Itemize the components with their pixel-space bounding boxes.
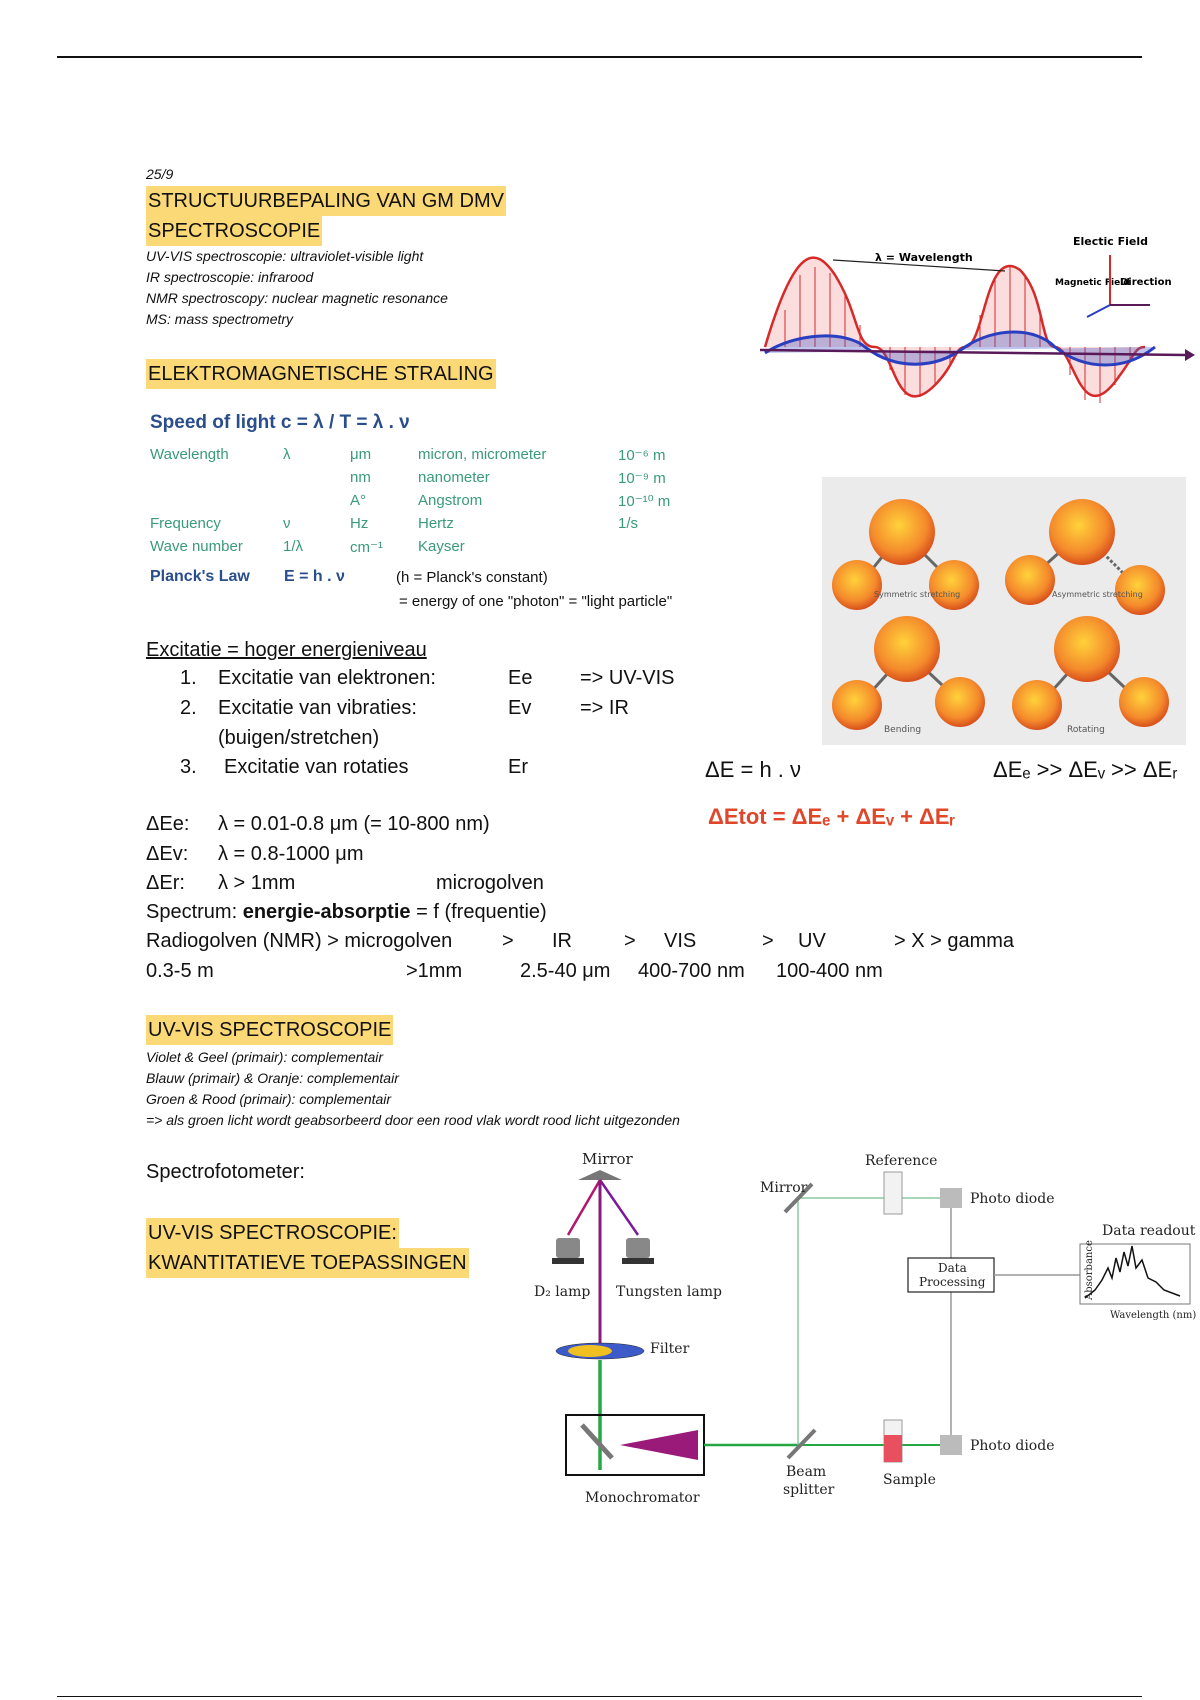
table-row: Frequency ν Hz Hertz 1/s bbox=[150, 515, 639, 532]
list-item: => als groen licht wordt geabsorbeerd door een rood vlak wordt rood licht uitgezonden bbox=[146, 1112, 680, 1128]
section-em-heading: ELEKTROMAGNETISCHE STRALING bbox=[146, 359, 496, 389]
beam-splitter-label-1: Beam bbox=[786, 1464, 827, 1480]
top-rule bbox=[57, 56, 1142, 58]
title-line-1: STRUCTUURBEPALING VAN GM DMV bbox=[146, 186, 506, 216]
bending-label: Bending bbox=[884, 725, 922, 735]
spectrum-line: Spectrum: energie-absorptie = f (frequentie) bbox=[146, 901, 547, 923]
tungsten-lamp-label: Tungsten lamp bbox=[616, 1284, 722, 1300]
list-item: 2. Excitatie van vibraties: Ev => IR bbox=[180, 697, 629, 719]
date-label: 25/9 bbox=[146, 166, 174, 182]
magnetic-field-label: Magnetic Field bbox=[1055, 278, 1130, 288]
mirror-top-label: Mirror bbox=[582, 1150, 633, 1168]
list-item: 3. Excitatie van rotaties Er bbox=[180, 756, 528, 778]
section-uvvis-heading: UV-VIS SPECTROSCOPIE bbox=[146, 1015, 393, 1045]
page-title bbox=[146, 186, 506, 246]
planck-note-2: = energy of one "photon" = "light particle" bbox=[399, 593, 673, 610]
excitatie-heading: Excitatie = hoger energieniveau bbox=[146, 639, 427, 661]
title-line-2: SPECTROSCOPIE bbox=[146, 216, 322, 246]
photo-diode-2-label: Photo diode bbox=[970, 1438, 1055, 1454]
list-item: ΔEv: λ = 0.8-1000 μm bbox=[146, 843, 364, 865]
section-kwant-heading: UV-VIS SPECTROSCOPIE: KWANTITATIEVE TOEPASSINGEN bbox=[146, 1218, 469, 1278]
electric-field-label: Electic Field bbox=[1073, 235, 1149, 248]
table-row: Wavelength λ μm micron, micrometer 10⁻⁶ m bbox=[150, 446, 666, 464]
photo-diode-1-icon bbox=[940, 1188, 962, 1208]
d2-lamp-icon bbox=[552, 1238, 584, 1264]
reference-label: Reference bbox=[865, 1153, 938, 1169]
data-processing-label-2: Processing bbox=[919, 1275, 986, 1289]
delta-list bbox=[146, 810, 706, 898]
formula-order: ΔEₑ >> ΔEᵥ >> ΔEᵣ bbox=[993, 757, 1178, 782]
units-table bbox=[150, 446, 670, 561]
radio-row: Radiogolven (NMR) > microgolven > IR > VIS > UV > X > gamma bbox=[146, 930, 1015, 952]
list-item: 1. Excitatie van elektronen: Ee => UV-VIS bbox=[180, 667, 675, 689]
table-row: Wave number 1/λ cm⁻¹ Kayser bbox=[150, 538, 465, 556]
tungsten-lamp-icon bbox=[622, 1238, 654, 1264]
readout-plot-frame bbox=[1080, 1244, 1190, 1304]
d2-lamp-label: D₂ lamp bbox=[534, 1284, 591, 1300]
planck-formula: E = h . ν bbox=[284, 568, 345, 585]
intro-list bbox=[146, 246, 448, 330]
side-mirror-label: Mirror bbox=[760, 1180, 808, 1196]
formula-delta-e: ΔE = h . ν bbox=[705, 757, 802, 782]
spectrophotometer-diagram bbox=[520, 1140, 1200, 1520]
list-item: Blauw (primair) & Oranje: complementair bbox=[146, 1070, 399, 1086]
list-item: Groen & Rood (primair): complementair bbox=[146, 1091, 392, 1107]
sample-label: Sample bbox=[883, 1472, 936, 1488]
top-mirror-icon bbox=[578, 1170, 622, 1180]
beam-tungsten bbox=[600, 1180, 638, 1235]
list-item: ΔEe: λ = 0.01-0.8 μm (= 10-800 nm) bbox=[146, 813, 490, 835]
photo-diode-2-icon bbox=[940, 1435, 962, 1455]
table-row: nm nanometer 10⁻⁹ m bbox=[350, 469, 666, 487]
planck-note-1: (h = Planck's constant) bbox=[396, 569, 548, 586]
list-item: Violet & Geel (primair): complementair bbox=[146, 1049, 384, 1065]
vibration-modes-figure bbox=[822, 477, 1186, 745]
filter-color-icon bbox=[568, 1345, 612, 1357]
bottom-rule bbox=[57, 1696, 1142, 1697]
beam-splitter-label-2: splitter bbox=[783, 1482, 835, 1498]
range-row: 0.3-5 m >1mm 2.5-40 μm 400-700 nm 100-400 nm bbox=[146, 960, 883, 982]
absorbance-axis-label: Absorbance bbox=[1084, 1240, 1095, 1300]
wavelength-axis-label: Wavelength (nm) bbox=[1110, 1310, 1197, 1321]
intro-line: IR spectroscopie: infrarood bbox=[146, 269, 314, 285]
filter-label: Filter bbox=[650, 1341, 690, 1357]
data-readout-label: Data readout bbox=[1102, 1223, 1196, 1239]
direction-label: Direction bbox=[1120, 277, 1172, 288]
asymmetric-label: Asymmetric stretching bbox=[1052, 590, 1143, 599]
spectrofotometer-label: Spectrofotometer: bbox=[146, 1161, 305, 1183]
list-item: ΔEr: λ > 1mm microgolven bbox=[146, 872, 544, 894]
em-wave-figure bbox=[755, 225, 1195, 415]
uvvis-list bbox=[146, 1047, 680, 1131]
intro-line: UV-VIS spectroscopie: ultraviolet-visible light bbox=[146, 248, 424, 264]
wavelength-label: λ = Wavelength bbox=[875, 251, 973, 264]
monochromator-prism-icon bbox=[620, 1430, 698, 1460]
photo-diode-1-label: Photo diode bbox=[970, 1191, 1055, 1207]
intro-line: NMR spectroscopy: nuclear magnetic resonance bbox=[146, 290, 448, 306]
monochromator-grating-icon bbox=[582, 1425, 612, 1458]
intro-line: MS: mass spectrometry bbox=[146, 311, 294, 327]
speed-of-light: Speed of light c = λ / T = λ . ν bbox=[150, 412, 410, 433]
monochromator-label: Monochromator bbox=[585, 1490, 700, 1506]
rotating-label: Rotating bbox=[1067, 725, 1105, 735]
planck-label: Planck's Law bbox=[150, 568, 250, 585]
data-processing-label-1: Data bbox=[938, 1261, 967, 1275]
sample-liquid-icon bbox=[884, 1435, 902, 1462]
axis-m-icon bbox=[1087, 305, 1110, 317]
symmetric-label: Symmetric stretching bbox=[874, 590, 961, 599]
excitatie-list bbox=[180, 664, 740, 783]
reference-cuvette-icon bbox=[884, 1172, 902, 1214]
table-row: A° Angstrom 10⁻¹⁰ m bbox=[350, 492, 671, 510]
formula-total: ΔEtot = ΔEₑ + ΔEᵥ + ΔEᵣ bbox=[708, 804, 956, 829]
propagation-arrowhead bbox=[1185, 349, 1195, 361]
list-item: (buigen/stretchen) bbox=[218, 727, 380, 749]
beam-d2 bbox=[568, 1180, 600, 1235]
